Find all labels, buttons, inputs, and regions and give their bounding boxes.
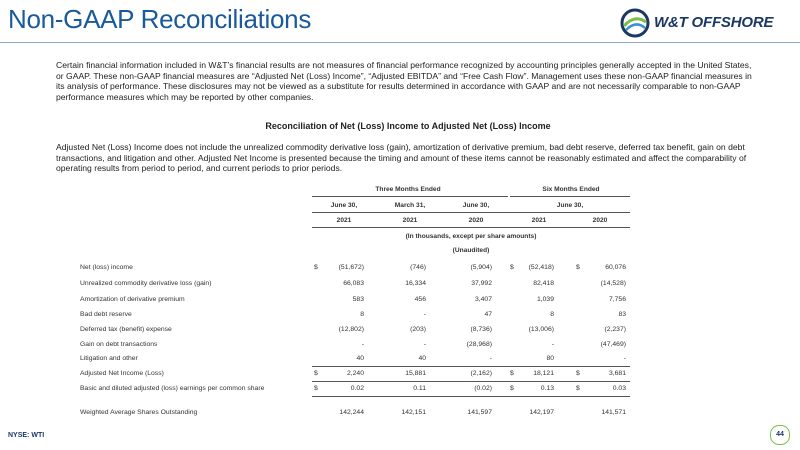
cell-value: 0.11 [413, 385, 426, 392]
cell-value: (52,418) [528, 264, 554, 271]
date-header-2: March 31, [394, 202, 426, 209]
rule-dates [312, 212, 630, 213]
row-label: Amortization of derivative premium [80, 296, 185, 303]
cell-value: (5,904) [470, 264, 492, 271]
cell-value: 15,881 [405, 370, 426, 377]
cell-value: 40 [356, 355, 364, 362]
cell-value: 3,681 [608, 370, 626, 377]
cell-value: 0.03 [612, 385, 626, 392]
year-header-3: 2020 [468, 217, 484, 224]
explanation-paragraph: Adjusted Net (Loss) Income does not include the unrealized commodity derivative loss (gain), amortization of derivative premium, bad debt reserve, deferred tax benefit, gain on debt transactions, and litigation and other. Adjusted Net Income is presented because the timing and amount of these items cannot be reasonably estimated and affect the comparability of operating results from period to period, and current periods to prior periods. [56, 142, 747, 174]
group-header-six-months: Six Months Ended [542, 186, 600, 193]
cell-value: (2,162) [470, 370, 492, 377]
cell-value: (51,672) [338, 264, 364, 271]
cell-value: - [489, 355, 492, 362]
group-header-three-months: Three Months Ended [375, 186, 441, 193]
cell-value: (203) [410, 326, 426, 333]
cell-value: (0.02) [474, 385, 492, 392]
cell-value: (13,006) [528, 326, 554, 333]
table-row [80, 280, 630, 292]
cell-value: 583 [352, 296, 364, 303]
date-header-3: June 30, [462, 202, 490, 209]
year-header-5: 2020 [592, 217, 608, 224]
date-header-4: June 30, [556, 202, 584, 209]
cell-value: 8 [550, 311, 554, 318]
cell-value: 80 [546, 355, 554, 362]
cell-value: 456 [414, 296, 426, 303]
cell-value: 47 [484, 311, 492, 318]
year-header-4: 2021 [531, 217, 547, 224]
cell-value: (12,802) [338, 326, 364, 333]
cell-value: 82,418 [533, 280, 554, 287]
title-divider [0, 42, 800, 43]
currency-symbol: $ [576, 264, 580, 271]
cell-value: (28,968) [466, 341, 492, 348]
currency-symbol: $ [510, 385, 514, 392]
reconciliation-table [80, 183, 630, 423]
table-rule-1 [312, 381, 630, 382]
cell-value: 141,597 [467, 409, 492, 416]
cell-value: - [361, 341, 364, 348]
cell-value: 60,076 [605, 264, 626, 271]
cell-value: (746) [410, 264, 426, 271]
cell-value: (14,528) [600, 280, 626, 287]
cell-value: 37,992 [471, 280, 492, 287]
ticker-label: NYSE: WTI [8, 432, 45, 439]
row-label: Bad debt reserve [80, 311, 132, 318]
logo-wordmark: W&T OFFSHORE [654, 14, 774, 31]
reconciliation-title: Reconciliation of Net (Loss) Income to Adjusted Net (Loss) Income [265, 121, 551, 131]
company-logo [620, 8, 798, 38]
cell-value: - [423, 341, 426, 348]
intro-paragraph: Certain financial information included in W&T’s financial results are not measures of financial performance recognized by accounting principles generally accepted in the United States, or GAAP. These non-GAAP financial measures are “Adjusted Net (Loss) Income”, “Adjusted EBITDA” and “Free Cash Flow”. Management uses these non-GAAP financial measures in its analysis of performance. These disclosures may not be viewed as a substitute for results determined in accordance with GAAP and are not necessarily comparable to non-GAAP performance measures which may be reported by other companies. [56, 60, 752, 102]
table-row [80, 264, 630, 276]
cell-value: - [623, 355, 626, 362]
cell-value: 7,756 [608, 296, 626, 303]
cell-value: 83 [618, 311, 626, 318]
unaudited-note: (Unaudited) [452, 247, 490, 254]
currency-symbol: $ [510, 370, 514, 377]
cell-value: (8,736) [470, 326, 492, 333]
currency-symbol: $ [314, 264, 318, 271]
cell-value: 142,244 [339, 409, 364, 416]
year-header-2: 2021 [402, 217, 418, 224]
row-label: Gain on debt transactions [80, 341, 158, 348]
cell-value: 8 [360, 311, 364, 318]
currency-symbol: $ [314, 385, 318, 392]
row-label: Unrealized commodity derivative loss (gain) [80, 280, 212, 287]
date-header-1: June 30, [330, 202, 358, 209]
units-note: (In thousands, except per share amounts) [405, 233, 537, 240]
cell-value: 142,197 [529, 409, 554, 416]
table-row [80, 296, 630, 308]
cell-value: 3,407 [474, 296, 492, 303]
rule-years [312, 227, 630, 228]
cell-value: 16,334 [405, 280, 426, 287]
row-label: Weighted Average Shares Outstanding [80, 409, 198, 416]
currency-symbol: $ [314, 370, 318, 377]
row-label: Adjusted Net Income (Loss) [80, 370, 164, 377]
table-row [80, 326, 630, 338]
table-row [80, 409, 630, 421]
cell-value: - [551, 341, 554, 348]
cell-value: 0.13 [540, 385, 554, 392]
cell-value: 1,039 [536, 296, 554, 303]
cell-value: (47,469) [600, 341, 626, 348]
currency-symbol: $ [576, 370, 580, 377]
currency-symbol: $ [510, 264, 514, 271]
cell-value: - [423, 311, 426, 318]
table-rule-0 [312, 366, 630, 367]
cell-value: (2,237) [604, 326, 626, 333]
cell-value: 40 [418, 355, 426, 362]
table-row [80, 311, 630, 323]
row-label: Net (loss) income [80, 264, 133, 271]
row-label: Deferred tax (benefit) expense [80, 326, 172, 333]
table-row [80, 341, 630, 353]
year-header-1: 2021 [336, 217, 352, 224]
cell-value: 142,151 [401, 409, 426, 416]
cell-value: 141,571 [601, 409, 626, 416]
table-rule-2 [312, 396, 630, 397]
rule-group-three [312, 196, 508, 197]
row-label: Basic and diluted adjusted (loss) earnings per common share [80, 385, 265, 392]
cell-value: 18,121 [533, 370, 554, 377]
currency-symbol: $ [576, 385, 580, 392]
row-label: Litigation and other [80, 355, 138, 362]
cell-value: 66,083 [343, 280, 364, 287]
cell-value: 0.02 [350, 385, 364, 392]
wt-swirl-logo-icon [620, 8, 650, 38]
rule-group-six [510, 196, 630, 197]
page-title: Non-GAAP Reconciliations [8, 4, 312, 34]
page-number: 44 [770, 425, 790, 445]
cell-value: 2,240 [346, 370, 364, 377]
